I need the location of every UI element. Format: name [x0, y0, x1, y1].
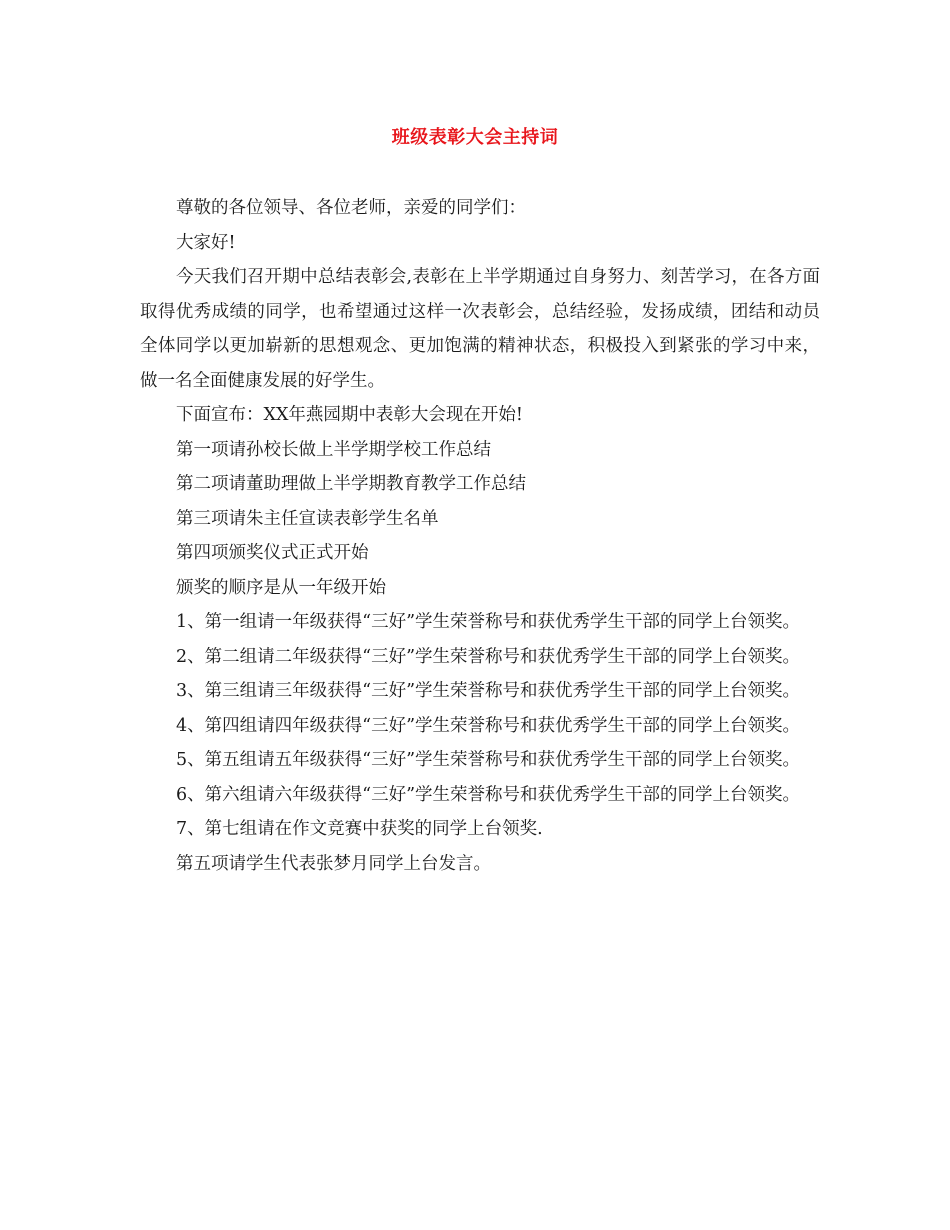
award-group-4: 4、第四组请四年级获得“三好”学生荣誉称号和获优秀学生干部的同学上台领奖。 [176, 715, 801, 736]
paragraph-intro: 今天我们召开期中总结表彰会,表彰在上半学期通过自身努力、刻苦学习，在各方面取得优秀成绩的同学，也希望通过这样一次表彰会，总结经验，发扬成绩，团结和动员全体同学以更加崭新的思想观念、更加饱满的精神状态，积极投入到紧张的学习中来，做一名全面健康发展的好学生。 [140, 267, 820, 391]
agenda-item-4: 第四项颁奖仪式正式开始 [176, 543, 369, 563]
award-group-3: 3、第三组请三年级获得“三好”学生荣誉称号和获优秀学生干部的同学上台领奖。 [176, 681, 801, 701]
award-group-7: 7、第七组请在作文竞赛中获奖的同学上台领奖. [176, 819, 543, 839]
award-group-2: 2、第二组请二年级获得“三好”学生荣誉称号和获优秀学生干部的同学上台领奖。 [176, 646, 801, 667]
document-title: 班级表彰大会主持词 [391, 127, 559, 148]
paragraph-announcement: 下面宣布：XX年燕园期中表彰大会现在开始! [176, 405, 523, 425]
paragraph-greeting: 尊敬的各位领导、各位老师，亲爱的同学们： [176, 198, 526, 218]
award-order-note: 颁奖的顺序是从一年级开始 [176, 577, 386, 598]
agenda-item-5: 第五项请学生代表张梦月同学上台发言。 [176, 853, 491, 874]
paragraph-hello: 大家好! [176, 232, 236, 253]
agenda-item-2: 第二项请董助理做上半学期教育教学工作总结 [176, 474, 526, 494]
award-group-6: 6、第六组请六年级获得“三好”学生荣誉称号和获优秀学生干部的同学上台领奖。 [176, 784, 801, 805]
agenda-item-3: 第三项请朱主任宣读表彰学生名单 [176, 508, 439, 529]
document-body [140, 191, 820, 881]
award-group-1: 1、第一组请一年级获得“三好”学生荣誉称号和获优秀学生干部的同学上台领奖。 [176, 612, 801, 632]
award-group-5: 5、第五组请五年级获得“三好”学生荣誉称号和获优秀学生干部的同学上台领奖。 [176, 750, 801, 770]
agenda-item-1: 第一项请孙校长做上半学期学校工作总结 [176, 439, 491, 460]
